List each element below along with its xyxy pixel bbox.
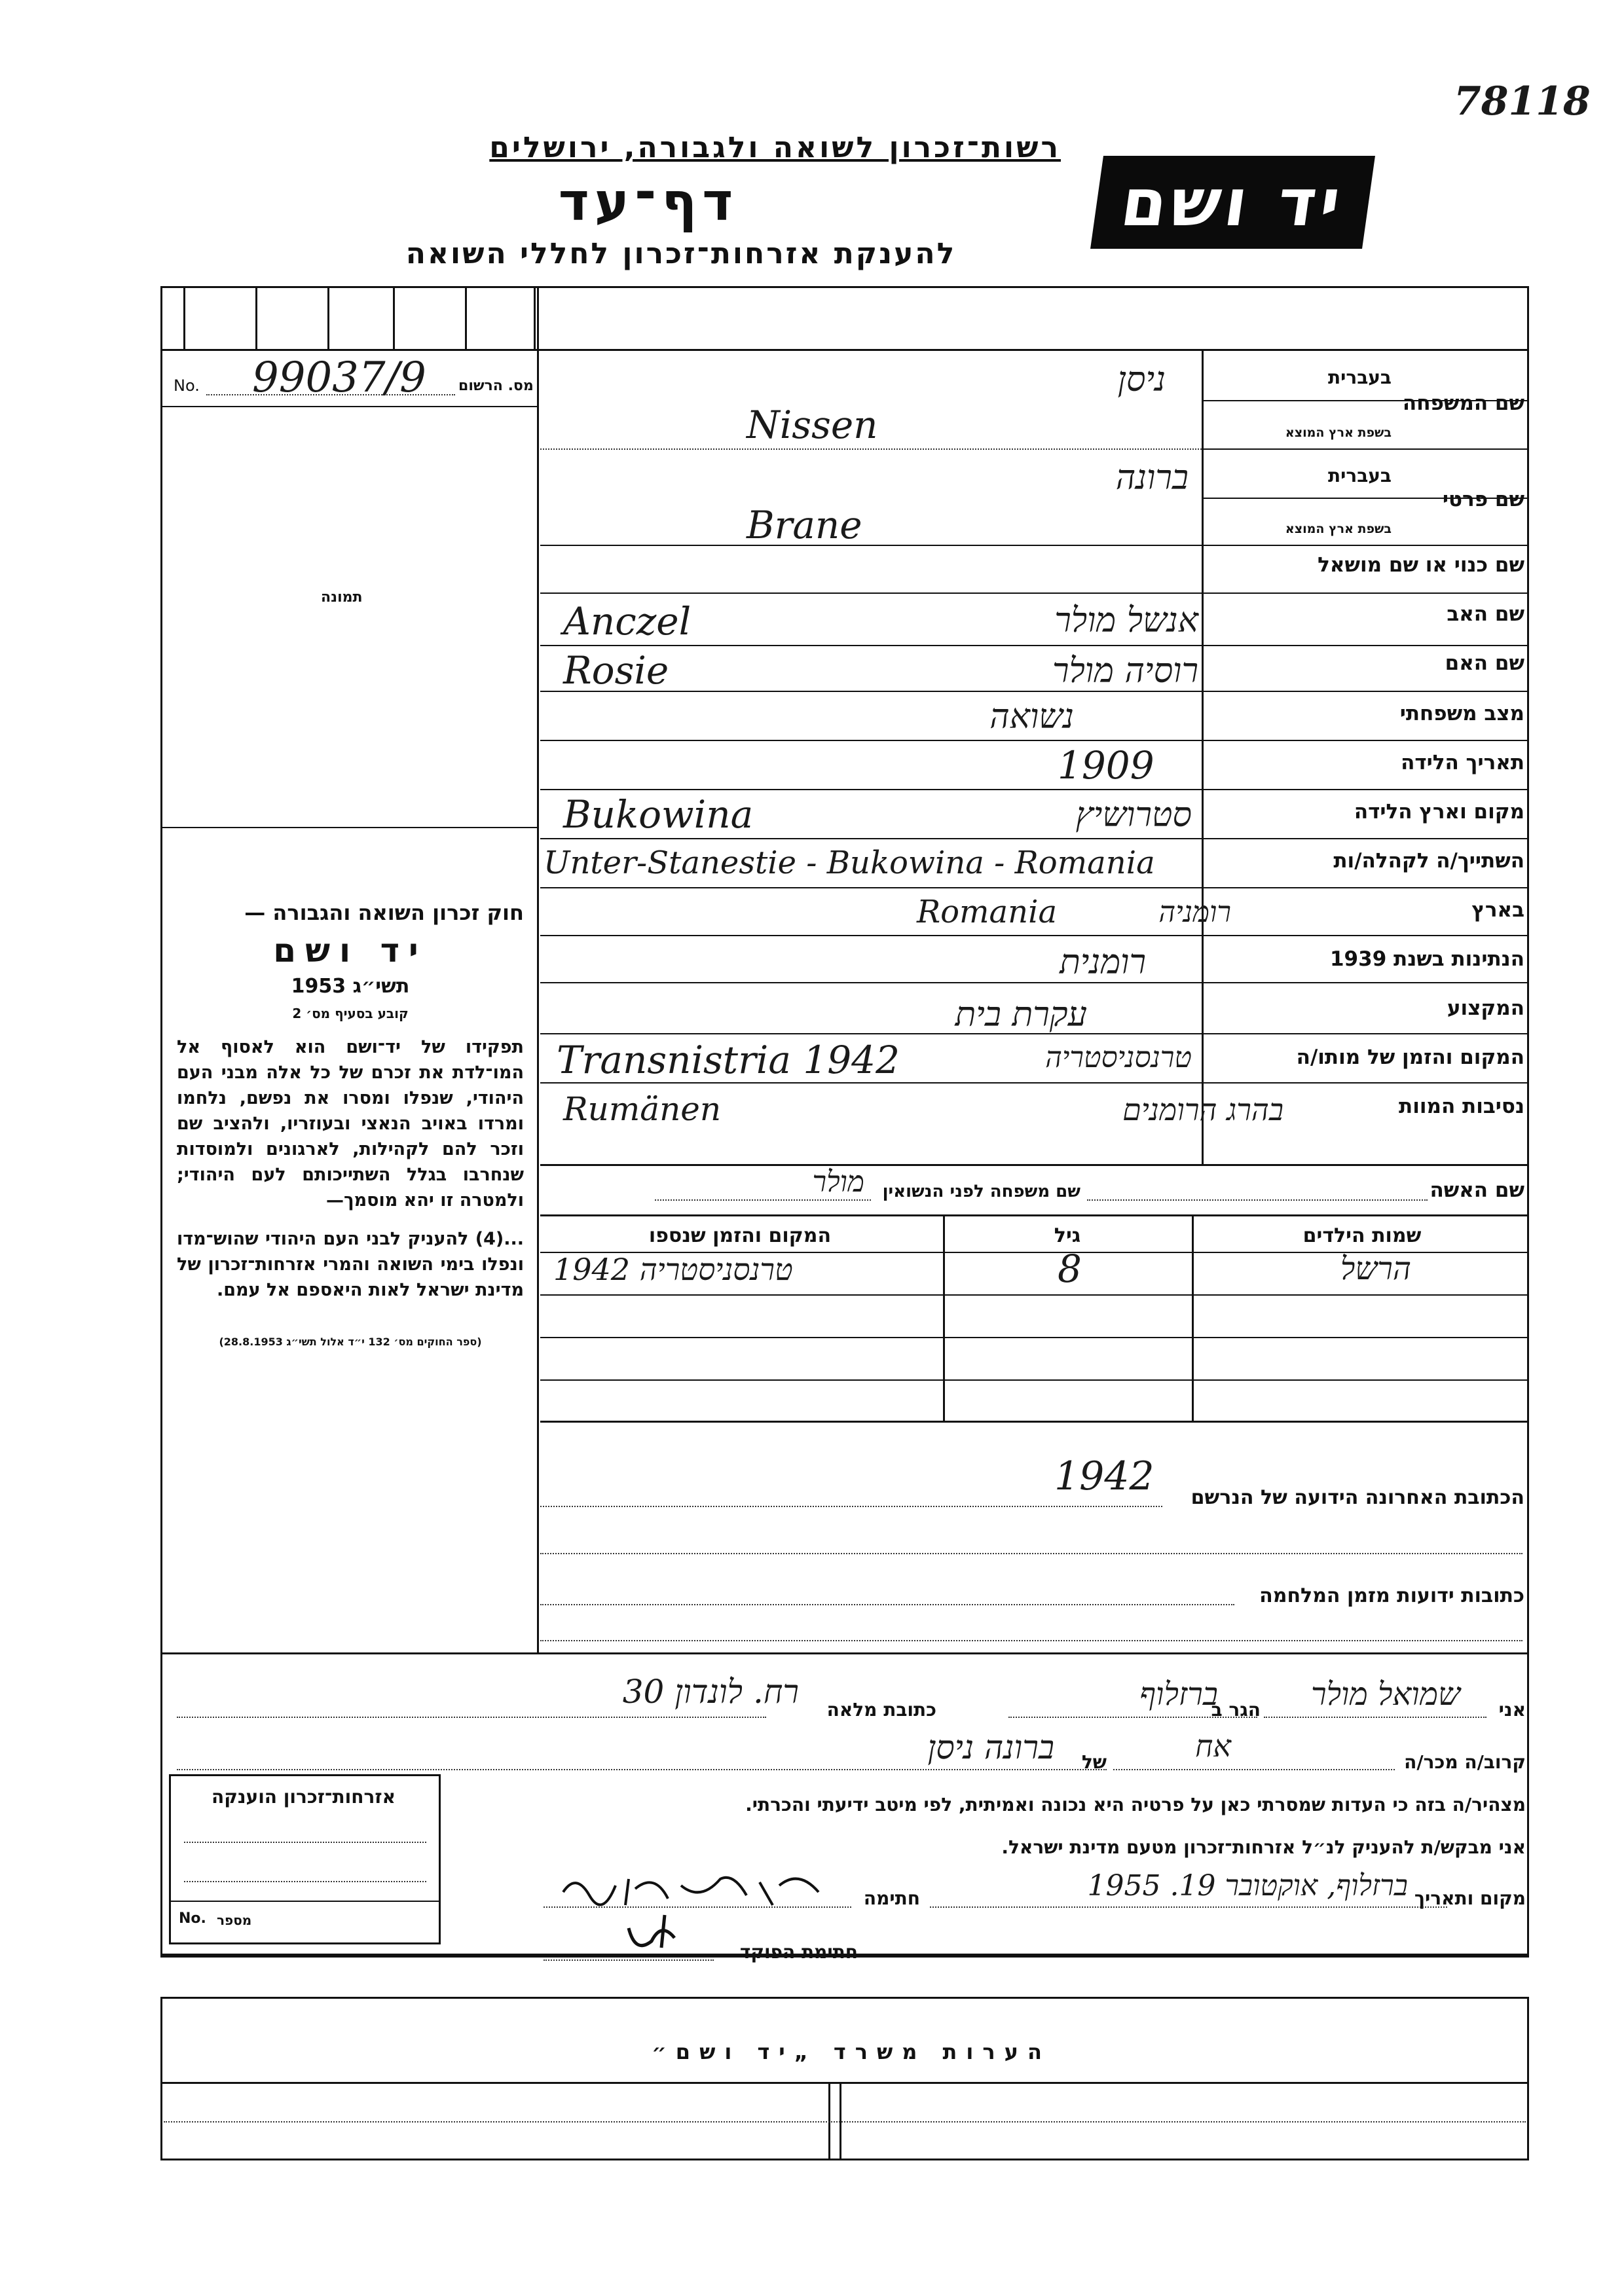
law-clause: קובע בסעיף מס׳ 2: [292, 1006, 409, 1021]
declarant-signature: [557, 1866, 838, 1912]
father-label: שם האב: [1447, 602, 1524, 626]
form-subtitle: להענקת אזרחות־זכרון לחללי השואה: [405, 237, 957, 270]
authority-line: רשות־זכרון לשואה ולגבורה, ירושלים: [489, 131, 1061, 164]
registration-number: 99037/9: [252, 354, 426, 402]
declaration-text: מצהיר/ה בזה כי העדות שמסרתי כאן על פרטיה היא נכונה ואמיתית, לפי מיטב ידיעתי והכרתי.: [745, 1794, 1526, 1815]
community-value: Unter-Stanestie - Bukowina - Romania: [544, 845, 1155, 881]
birth-date-value: 1909: [1058, 743, 1154, 788]
certificate-no-label: No.: [179, 1910, 206, 1927]
wife-value: מולר: [812, 1165, 864, 1199]
community-label: השתייך/ה לקהלה/ות: [1333, 849, 1524, 873]
citizenship-value: רומנית: [1060, 943, 1146, 982]
birth-date-label: תאריך הלידה: [1401, 751, 1524, 774]
death-place-label: המקום והזמן של מותו/ה: [1296, 1046, 1524, 1069]
law-year: תשי״ג 1953: [291, 975, 410, 998]
certificate-number-label: מספר: [217, 1912, 252, 1928]
wife-label: שם האשה: [1430, 1178, 1524, 1202]
first-name-label: שם פרטי: [1442, 488, 1524, 511]
children-header-place-time: המקום והזמן שנספו: [648, 1224, 832, 1247]
place-date-value: ברזלוף, אוקטובר 19. 1955: [1087, 1869, 1408, 1903]
request-text: אני מבקש/ת להעניק לנ״ל אזרחות־זכרון מטעם מדינת ישראל.: [1001, 1836, 1526, 1858]
death-place-latin-value: Transnistria 1942: [557, 1038, 900, 1082]
certificate-title: אזרחות־זכרון הוענקה: [212, 1786, 396, 1808]
birth-place-hebrew-value: סטרושיץ: [1075, 795, 1192, 835]
child-place-time: טרנסניסטריה 1942: [553, 1252, 793, 1287]
father-latin-value: Anczel: [563, 599, 692, 644]
marital-status-value: נשואה: [989, 697, 1074, 737]
country-latin-value: Romania: [917, 894, 1058, 930]
archive-number: 78118: [1454, 79, 1591, 124]
country-label: בארץ: [1471, 898, 1524, 922]
registration-label: מס. הרשום: [458, 378, 534, 394]
wartime-addresses-label: כתובות ידועות מזמן המלחמה: [1259, 1584, 1524, 1607]
relation-value: אח: [1195, 1728, 1231, 1764]
official-signature: [616, 1908, 694, 1961]
registration-row: [167, 354, 534, 406]
birth-place-latin-value: Bukowina: [563, 792, 754, 837]
family-name-hebrew-label: בעברית: [1327, 367, 1392, 388]
law-name: יד ושם: [273, 932, 428, 970]
birth-place-label: מקום וארץ הלידה: [1354, 800, 1524, 824]
mother-latin-value: Rosie: [563, 648, 669, 693]
mother-hebrew-value: רוסיה מולר: [1052, 651, 1198, 691]
family-name-native-value: Nissen: [747, 403, 878, 447]
profession-label: המקצוע: [1447, 996, 1524, 1020]
relation-of-value: ברונה ניסן: [927, 1728, 1054, 1766]
family-name-hebrew-value: ניסן: [1117, 360, 1166, 399]
declarant-address-label: כתובת מלאה: [826, 1699, 936, 1721]
children-header-names: שמות הילדים: [1302, 1224, 1422, 1247]
child-name: הרשל: [1340, 1250, 1411, 1287]
first-name-native-label: בשפת ארץ המוצא: [1285, 522, 1392, 536]
declarant-address: רח. לונדון 30: [622, 1673, 799, 1711]
official-signature-label: חתימת הפוקד: [739, 1941, 858, 1963]
first-name-native-value: Brane: [747, 503, 862, 547]
office-notes-title: הערות משרד „יד ושם״: [652, 2039, 1051, 2064]
wife-maiden-label: שם משפחה לפני הנשואין: [882, 1182, 1080, 1201]
last-address-label: הכתובת האחרונה הידועה של הנרשם: [1190, 1486, 1524, 1509]
family-name-native-label: בשפת ארץ המוצא: [1285, 426, 1392, 440]
declarant-name: שמואל מולר: [1311, 1676, 1460, 1713]
children-header-age: גיל: [1054, 1224, 1081, 1247]
country-hebrew-value: רומניה: [1158, 896, 1231, 929]
declarant-i-label: אני: [1498, 1699, 1526, 1721]
death-cause-label: נסיבות המוות: [1399, 1095, 1524, 1118]
top-grid-strip: [164, 288, 537, 349]
citizenship-label: הנתינות בשנת 1939: [1329, 947, 1524, 971]
nickname-label: שם כנוי או שם מושאל: [1318, 553, 1524, 577]
mother-label: שם האם: [1445, 651, 1524, 675]
law-paragraph-2: ...(4) להעניק לבני העם היהודי שהוש־מדו ונפלו בימי השואה והמרי אזרחות־זכרון של מדינת ישראל לאות היאספם אל עמם.: [177, 1229, 524, 1300]
certificate-box: [169, 1774, 441, 1944]
law-panel: [177, 900, 524, 1348]
marital-status-label: מצב משפחתי: [1399, 702, 1524, 725]
last-address-value: 1942: [1054, 1453, 1154, 1499]
relation-of-label: של: [1081, 1751, 1107, 1773]
signature-label: חתימה: [863, 1887, 920, 1909]
children-row: [540, 1247, 1529, 1294]
child-age: 8: [1058, 1247, 1082, 1291]
law-paragraph-1: תפקידו של יד־ושם הוא לאסוף אל המו־לדת את זכרם של כל אלה מבני העם היהודי, שנפלו ומסרו את נפשם, נלחמו ומרדו באויב הנאצי ובעוזריו, ולהציב שם וזכר להם לקהילות, לארגונים ולמוסדות שנחרבו בגלל השתייכותם לעם היהודי; ולמטרה זו יהא מוסמך—: [177, 1037, 524, 1211]
logo-text: יד ושם: [1116, 164, 1350, 241]
death-cause-hebrew-value: בהרג הרומנים: [1122, 1092, 1283, 1127]
photo-label: תמונה: [321, 589, 363, 606]
office-notes-frame: [160, 1997, 1529, 2160]
law-title: חוק זכרון השואה והגבורה —: [244, 900, 524, 925]
first-name-hebrew-value: ברונה: [1115, 458, 1189, 498]
form-title: דף־עד: [558, 172, 739, 232]
death-place-hebrew-value: טרנסניסטריה: [1045, 1041, 1192, 1074]
yad-vashem-logo: [1090, 156, 1375, 249]
family-name-label: שם המשפחה: [1402, 392, 1524, 415]
place-date-label: מקום ותאריך: [1414, 1887, 1526, 1909]
father-hebrew-value: אנשל מולר: [1054, 601, 1198, 640]
relation-label: קרוב/ה מכר/ה: [1404, 1751, 1526, 1773]
profession-value: עקרת בית: [955, 995, 1087, 1034]
death-cause-latin-value: Rumänen: [563, 1090, 722, 1128]
law-citation: (ספר החוקים מס׳ 132 י״ד אלול תשי״ג 28.8.1953): [219, 1336, 482, 1348]
declarant-city: ברזלוף: [1139, 1676, 1218, 1713]
declarant-lives-label: הגר ב: [1211, 1699, 1261, 1721]
registration-no-label: No.: [174, 376, 200, 395]
first-name-hebrew-label: בעברית: [1327, 465, 1392, 486]
